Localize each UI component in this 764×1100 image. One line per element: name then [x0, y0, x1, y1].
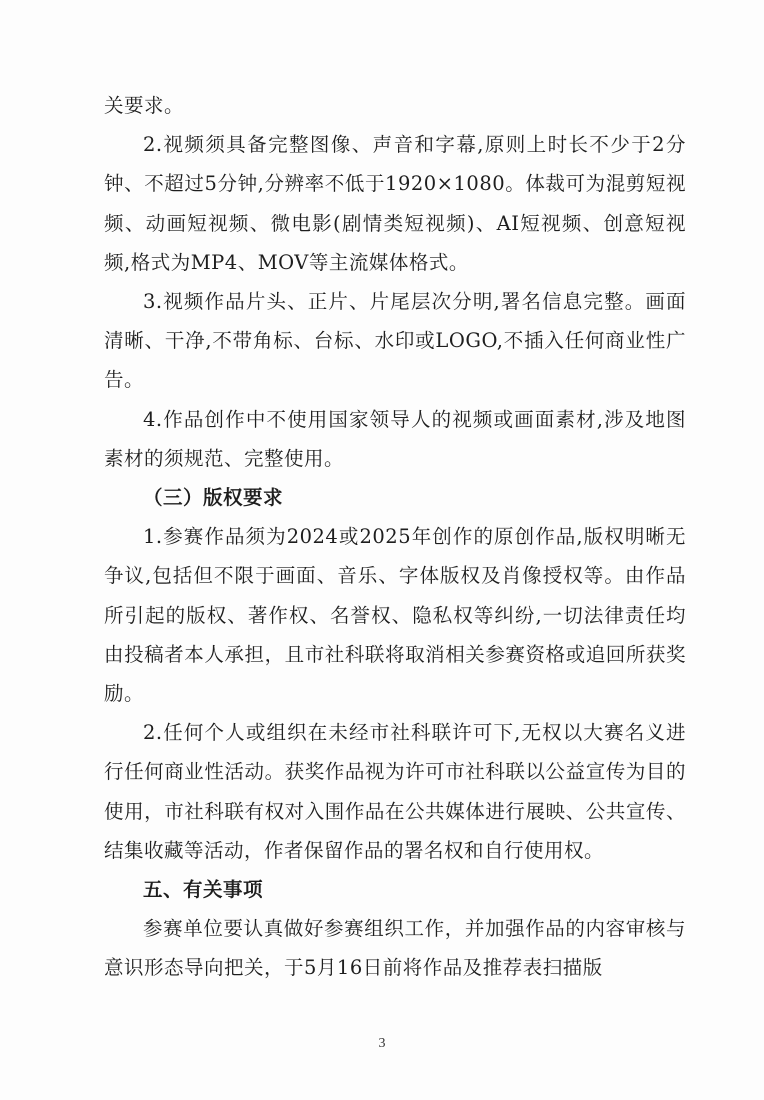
section-heading-matters: 五、有关事项 [143, 878, 264, 902]
paragraph-video-requirements: 2.视频须具备完整图像、声音和字幕,原则上时长不少于2分钟、不超过5分钟,分辨率不低于1920×1080。体裁可为混剪短视频、动画短视频、微电影(剧情类短视频)、AI短视频、创意短视频,格式为MP4、MOV等主流媒体格式。 [104, 133, 686, 274]
document-body [104, 86, 686, 988]
paragraph-video-structure: 3.视频作品片头、正片、片尾层次分明,署名信息完整。画面清晰、干净,不带角标、台标、水印或LOGO,不插入任何商业性广告。 [104, 290, 686, 392]
paragraph-material-usage: 4.作品创作中不使用国家领导人的视频或画面素材,涉及地图素材的须规范、完整使用。 [104, 407, 686, 470]
paragraph-copyright-original: 1.参赛作品须为2024或2025年创作的原创作品,版权明晰无争议,包括但不限于画面、音乐、字体版权及肖像授权等。由作品所引起的版权、著作权、名誉权、隐私权等纠纷,一切法律责任均由投稿者本人承担，且市社科联将取消相关参赛资格或追回所获奖励。 [104, 525, 686, 706]
paragraph-continuation: 关要求。 [104, 94, 185, 117]
paragraph-copyright-commercial: 2.任何个人或组织在未经市社科联许可下,无权以大赛名义进行任何商业性活动。获奖作品视为许可市社科联以公益宣传为目的使用，市社科联有权对入围作品在公共媒体进行展映、公共宣传、结集收藏等活动，作者保留作品的署名权和自行使用权。 [104, 721, 686, 862]
section-heading-copyright: （三）版权要求 [143, 486, 284, 510]
page-number: 3 [378, 1036, 386, 1051]
paragraph-submission: 参赛单位要认真做好参赛组织工作，并加强作品的内容审核与意识形态导向把关，于5月16日前将作品及推荐表扫描版 [104, 917, 686, 980]
